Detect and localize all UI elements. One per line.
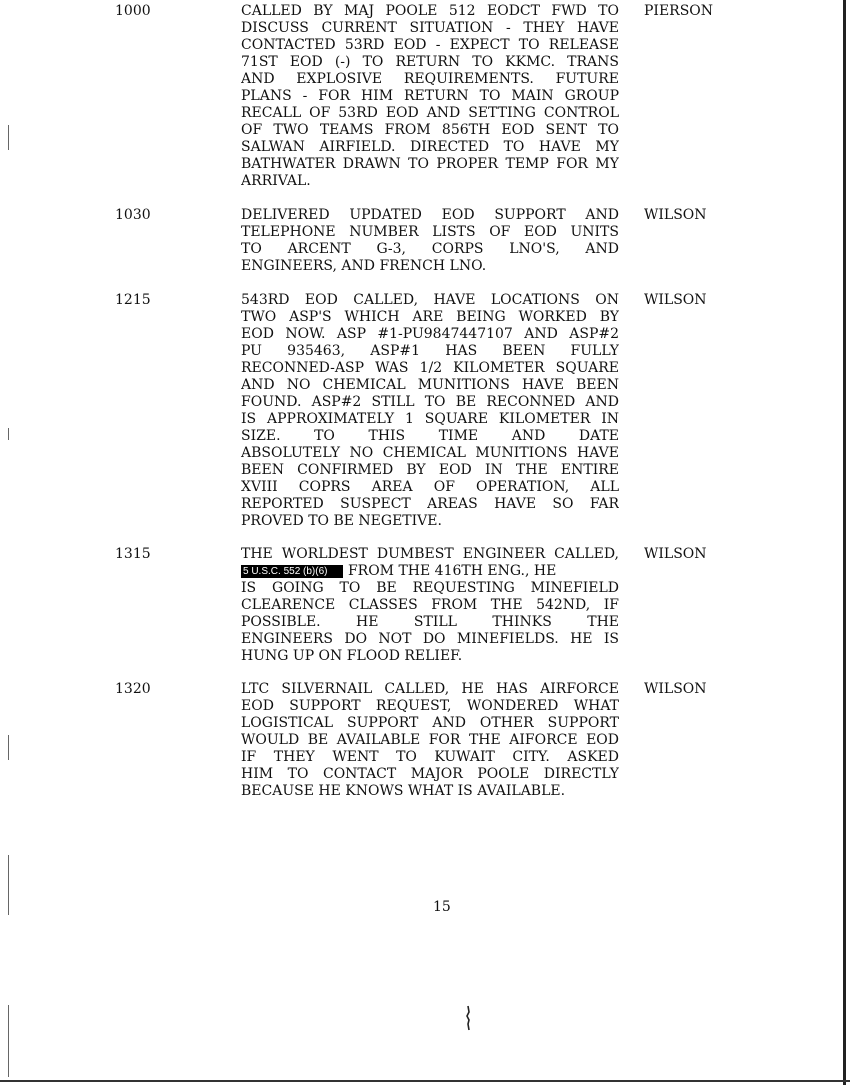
entry-author: PIERSON xyxy=(644,3,714,19)
entry-text xyxy=(241,681,619,800)
scan-mark-left xyxy=(8,125,9,150)
entry-line: CLEARENCE CLASSES FROM THE 542ND, IF xyxy=(241,597,619,613)
scan-border-right xyxy=(843,0,846,1085)
entry-line: 543RD EOD CALLED, HAVE LOCATIONS ON xyxy=(241,292,619,308)
entry-line: RECALL OF 53RD EOD AND SETTING CONTROL xyxy=(241,105,619,121)
entry-line: ENGINEERS, AND FRENCH LNO. xyxy=(241,258,487,274)
scan-mark-left xyxy=(8,428,9,440)
entry-line: TWO ASP'S WHICH ARE BEING WORKED BY xyxy=(241,309,619,325)
entry-line: ABSOLUTELY NO CHEMICAL MUNITIONS HAVE xyxy=(241,445,619,461)
entry-line: HIM TO CONTACT MAJOR POOLE DIRECTLY xyxy=(241,766,619,782)
entry-line: CONTACTED 53RD EOD - EXPECT TO RELEASE xyxy=(241,37,619,53)
entry-line: AND NO CHEMICAL MUNITIONS HAVE BEEN xyxy=(241,377,619,393)
entry-time: 1000 xyxy=(115,3,151,19)
entry-line: BECAUSE HE KNOWS WHAT IS AVAILABLE. xyxy=(241,783,566,799)
entry-line: ENGINEERS DO NOT DO MINEFIELDS. HE IS xyxy=(241,631,619,647)
entry-time: 1215 xyxy=(115,292,151,308)
entry-time: 1320 xyxy=(115,681,151,697)
entry-line: SIZE. TO THIS TIME AND DATE xyxy=(241,428,619,444)
entry-line: ARRIVAL. xyxy=(241,173,311,189)
entry-author: WILSON xyxy=(644,681,707,697)
scan-border-bottom xyxy=(0,1080,850,1082)
entry-line: POSSIBLE. HE STILL THINKS THE xyxy=(241,614,619,630)
entry-line: DISCUSS CURRENT SITUATION - THEY HAVE xyxy=(241,20,619,36)
entry-line: TELEPHONE NUMBER LISTS OF EOD UNITS xyxy=(241,224,619,240)
entry-line: FOUND. ASP#2 STILL TO BE RECONNED AND xyxy=(241,394,619,410)
scan-mark-left xyxy=(8,855,9,915)
entry-text xyxy=(241,3,619,190)
entry-text xyxy=(241,207,619,275)
entry-line: BATHWATER DRAWN TO PROPER TEMP FOR MY xyxy=(241,156,619,172)
entry-line: PU 935463, ASP#1 HAS BEEN FULLY xyxy=(241,343,619,359)
entry-author: WILSON xyxy=(644,292,707,308)
entry-line: SALWAN AIRFIELD. DIRECTED TO HAVE MY xyxy=(241,139,619,155)
entry-time: 1030 xyxy=(115,207,151,223)
entry-author: WILSON xyxy=(644,207,707,223)
redaction-box: 5 U.S.C. 552 (b)(6) xyxy=(241,565,343,578)
entry-line: PLANS - FOR HIM RETURN TO MAIN GROUP xyxy=(241,88,619,104)
entry-line: XVIII COPRS AREA OF OPERATION, ALL xyxy=(241,479,619,495)
entry-line: IS APPROXIMATELY 1 SQUARE KILOMETER IN xyxy=(241,411,619,427)
entry-line: OF TWO TEAMS FROM 856TH EOD SENT TO xyxy=(241,122,619,138)
entry-line: 71ST EOD (-) TO RETURN TO KKMC. TRANS xyxy=(241,54,619,70)
entry-line: EOD NOW. ASP #1-PU9847447107 AND ASP#2 xyxy=(241,326,619,342)
scan-mark-left xyxy=(8,1005,9,1077)
handwritten-mark xyxy=(462,1004,474,1032)
entry-line: TO ARCENT G-3, CORPS LNO'S, AND xyxy=(241,241,619,257)
entry-line: AND EXPLOSIVE REQUIREMENTS. FUTURE xyxy=(241,71,619,87)
page-number: 15 xyxy=(433,899,451,915)
entry-line: EOD SUPPORT REQUEST, WONDERED WHAT xyxy=(241,698,619,714)
entry-line: REPORTED SUSPECT AREAS HAVE SO FAR xyxy=(241,496,619,512)
entry-line: THE WORLDEST DUMBEST ENGINEER CALLED, xyxy=(241,546,619,562)
entry-line: WOULD BE AVAILABLE FOR THE AIFORCE EOD xyxy=(241,732,619,748)
entry-line: BEEN CONFIRMED BY EOD IN THE ENTIRE xyxy=(241,462,619,478)
entry-text xyxy=(241,546,619,665)
entry-line: RECONNED-ASP WAS 1/2 KILOMETER SQUARE xyxy=(241,360,619,376)
entry-line-fragment: FROM THE 416TH ENG., HE xyxy=(347,563,557,579)
entry-line: DELIVERED UPDATED EOD SUPPORT AND xyxy=(241,207,619,223)
entry-line: HUNG UP ON FLOOD RELIEF. xyxy=(241,648,463,664)
entry-line: IS GOING TO BE REQUESTING MINEFIELD xyxy=(241,580,619,596)
entry-time: 1315 xyxy=(115,546,151,562)
entry-line: LTC SILVERNAIL CALLED, HE HAS AIRFORCE xyxy=(241,681,619,697)
entry-text xyxy=(241,292,619,530)
entry-line-redacted xyxy=(241,563,619,580)
entry-author: WILSON xyxy=(644,546,707,562)
entry-line: IF THEY WENT TO KUWAIT CITY. ASKED xyxy=(241,749,619,765)
entry-line: LOGISTICAL SUPPORT AND OTHER SUPPORT xyxy=(241,715,619,731)
entry-line: CALLED BY MAJ POOLE 512 EODCT FWD TO xyxy=(241,3,619,19)
scan-mark-left xyxy=(8,735,9,760)
entry-line: PROVED TO BE NEGETIVE. xyxy=(241,513,442,529)
